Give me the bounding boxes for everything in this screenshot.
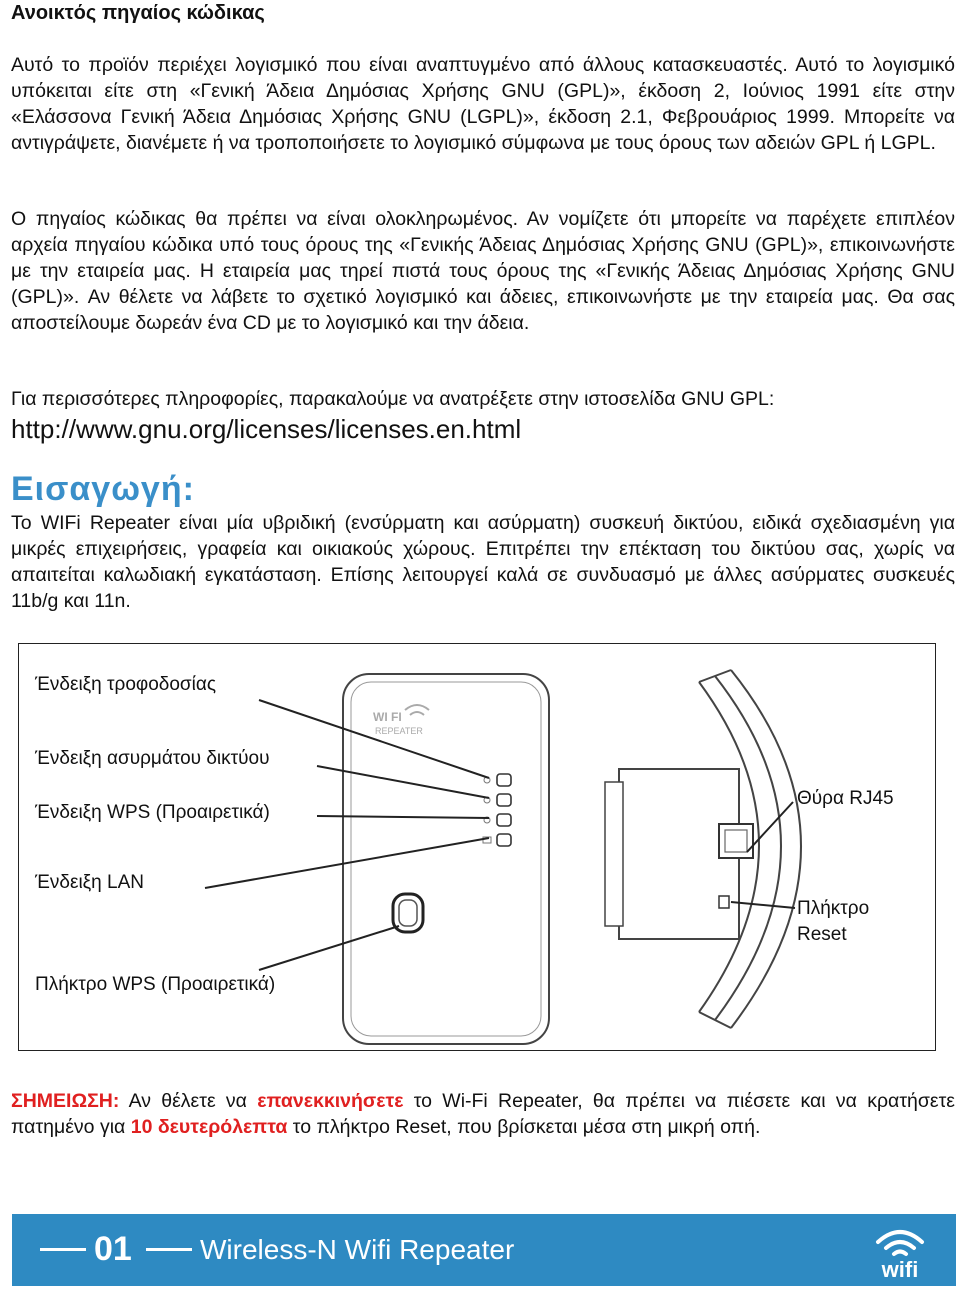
open-source-heading: Ανοικτός πηγαίος κώδικας — [11, 2, 265, 24]
footer-dash-right — [146, 1248, 192, 1251]
footer-dash-left — [40, 1248, 86, 1251]
wifi-icon — [864, 1220, 936, 1280]
note-highlight-restart: επανεκκινήσετε — [257, 1090, 404, 1112]
open-source-paragraph-1: Αυτό το προϊόν περιέχει λογισμικό που είναι αναπτυγμένο από άλλους κατασκευαστές. Αυτό το λογισμικό υπόκειται είτε στη «Γενική Άδεια Δημόσιας Χρήσης GNU (GPL)», έκδοση 2, Ιούνιος 1991 είτε στην «Ελάσσονα Γενική Άδεια Δημόσιας Χρήσης GNU (LGPL)», έκδοση 2.1, Φεβρουάριος 1999. Μπορείτε να αντιγράψετε, διανέμετε ή να τροποποιήσετε το λογισμικό σύμφωνα με τους όρους των αδειών GPL ή LGPL. — [11, 54, 955, 154]
open-source-paragraph-3: Για περισσότερες πληροφορίες, παρακαλούμε να ανατρέξετε στην ιστοσελίδα GNU GPL: — [11, 388, 775, 410]
footer-page-number: 01 — [94, 1230, 132, 1268]
open-source-paragraph-2: Ο πηγαίος κώδικας θα πρέπει να είναι ολοκληρωμένος. Αν νομίζετε ότι μπορείτε να παρέχετε επιπλέον αρχεία πηγαίου κώδικα υπό τους όρους της «Γενικής Άδειας Δημόσιας Χρήσης GNU (GPL)», επικοινωνήστε με την εταιρεία μας. Η εταιρεία μας τηρεί πιστά τους όρους της «Γενικής Άδειας Δημόσιας Χρήσης GNU (GPL)». Αν θέλετε να λάβετε το σχετικό λογισμικό και άδειες, επικοινωνήστε με την εταιρεία μας. Θα σας αποστείλουμε δωρεάν ένα CD με το λογισμικό και την άδεια. — [11, 208, 955, 334]
device-logo-wifi: WI FI — [373, 710, 402, 724]
label-reset-button-line2: Reset — [797, 924, 847, 945]
device-diagram — [18, 643, 936, 1051]
label-wps-button: Πλήκτρο WPS (Προαιρετικά) — [35, 974, 276, 995]
label-lan-led: Ένδειξη LAN — [35, 872, 144, 893]
label-wireless-led: Ένδειξη ασυρμάτου δικτύου — [35, 748, 270, 769]
label-rj45-port: Θύρα RJ45 — [797, 788, 894, 809]
note-text-1: Αν θέλετε να — [119, 1090, 258, 1112]
intro-paragraph: Το WIFi Repeater είναι μία υβριδική (ενσύρματη και ασύρματη) συσκευή δικτύου, ειδικά σχεδιασμένη για μικρές επιχειρήσεις, γραφεία και οικιακούς χώρους. Επιτρέπει την επέκταση του δικτύου σας, χωρίς να απαιτείται καλωδιακή εγκατάσταση. Επίσης λειτουργεί καλά σε συνδυασμό με άλλες ασύρματες συσκευές 11b/g και 11n. — [11, 512, 955, 612]
label-wps-led: Ένδειξη WPS (Προαιρετικά) — [35, 802, 270, 823]
wifi-logo — [864, 1220, 936, 1280]
label-power-led: Ένδειξη τροφοδοσίας — [35, 674, 217, 695]
wifi-logo-text: wifi — [881, 1257, 919, 1280]
note-paragraph — [11, 1088, 955, 1140]
note-text-2: το Wi-Fi Repeater, θα πρέπει να πιέσετε και να κρατήσετε πατημένο για — [11, 1090, 955, 1138]
intro-heading: Εισαγωγή: — [11, 470, 195, 508]
page-footer — [12, 1214, 956, 1286]
footer-title: Wireless-N Wifi Repeater — [200, 1234, 515, 1265]
label-reset-button-line1: Πλήκτρο — [797, 898, 870, 919]
gnu-license-link[interactable]: http://www.gnu.org/licenses/licenses.en.html — [11, 414, 522, 444]
device-logo-repeater: REPEATER — [375, 726, 423, 736]
note-highlight-seconds: 10 δευτερόλεπτα — [130, 1116, 288, 1138]
note-label: ΣΗΜΕΙΩΣΗ: — [11, 1090, 120, 1112]
note-text-3: το πλήκτρο Reset, που βρίσκεται μέσα στη μικρή οπή. — [287, 1116, 761, 1138]
